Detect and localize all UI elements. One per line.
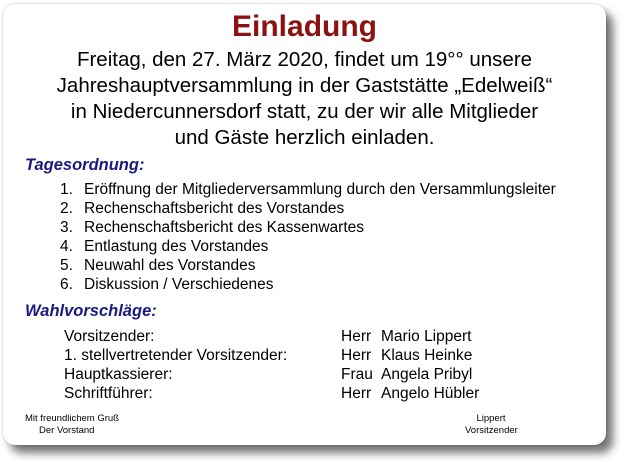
agenda-item	[60, 199, 556, 218]
intro-line: Freitag, den 27. März 2020, findet um 19°° unsere	[76, 48, 533, 71]
agenda-item	[60, 237, 556, 256]
signature-block	[465, 413, 517, 437]
nominations-heading: Wahlvorschläge:	[25, 302, 157, 320]
invitation-intro	[3, 47, 606, 151]
greeting-line: Mit freundlichem Gruß	[25, 413, 119, 424]
agenda-item-text: Entlastung des Vorstandes	[84, 238, 269, 255]
nomination-salutation: Herr	[341, 328, 372, 345]
nomination-name: Klaus Heinke	[381, 347, 473, 364]
agenda-item-text: Diskussion / Verschiedenes	[84, 276, 274, 293]
agenda-item-number: 6.	[60, 276, 73, 293]
agenda-item	[60, 256, 556, 275]
signatory-board: Der Vorstand	[39, 425, 95, 436]
intro-line: in Niedercunnersdorf statt, zu der wir alle Mitglieder	[70, 100, 539, 123]
intro-line: und Gäste herzlich einladen.	[174, 126, 435, 149]
nomination-role: Vorsitzender:	[64, 328, 155, 345]
agenda-item-number: 4.	[60, 238, 73, 255]
agenda-item-number: 1.	[60, 181, 73, 198]
agenda-list	[60, 180, 556, 294]
nomination-name: Angela Pribyl	[381, 366, 473, 383]
signatory-name: Lippert	[476, 413, 506, 424]
nomination-role: Schriftführer:	[64, 385, 153, 402]
invitation-title: Einladung	[232, 10, 377, 43]
agenda-item-number: 3.	[60, 219, 73, 236]
agenda-item-number: 2.	[60, 200, 73, 217]
agenda-item-text: Rechenschaftsbericht des Vorstandes	[84, 200, 345, 217]
agenda-heading: Tagesordnung:	[25, 156, 145, 174]
agenda-item-text: Eröffnung der Mitgliederversammlung durch den Versammlungsleiter	[84, 181, 556, 198]
agenda-item-text: Neuwahl des Vorstandes	[84, 257, 256, 274]
nomination-name: Mario Lippert	[381, 328, 472, 345]
agenda-item-number: 5.	[60, 257, 73, 274]
nomination-salutation: Frau	[341, 366, 373, 383]
agenda-item	[60, 275, 556, 294]
nomination-salutation: Herr	[341, 347, 372, 364]
invitation-card	[3, 4, 606, 445]
agenda-item	[60, 180, 556, 199]
closing-greeting	[25, 413, 119, 437]
agenda-item	[60, 218, 556, 237]
intro-line: Jahreshauptversammlung in der Gaststätte „Edelweiß“	[56, 74, 553, 97]
nomination-salutation: Herr	[341, 385, 372, 402]
signatory-title: Vorsitzender	[465, 425, 518, 436]
agenda-item-text: Rechenschaftsbericht des Kassenwartes	[84, 219, 365, 236]
nomination-role: Hauptkassierer:	[64, 366, 173, 383]
nomination-role: 1. stellvertretender Vorsitzender:	[64, 347, 288, 364]
nomination-name: Angelo Hübler	[381, 385, 480, 402]
